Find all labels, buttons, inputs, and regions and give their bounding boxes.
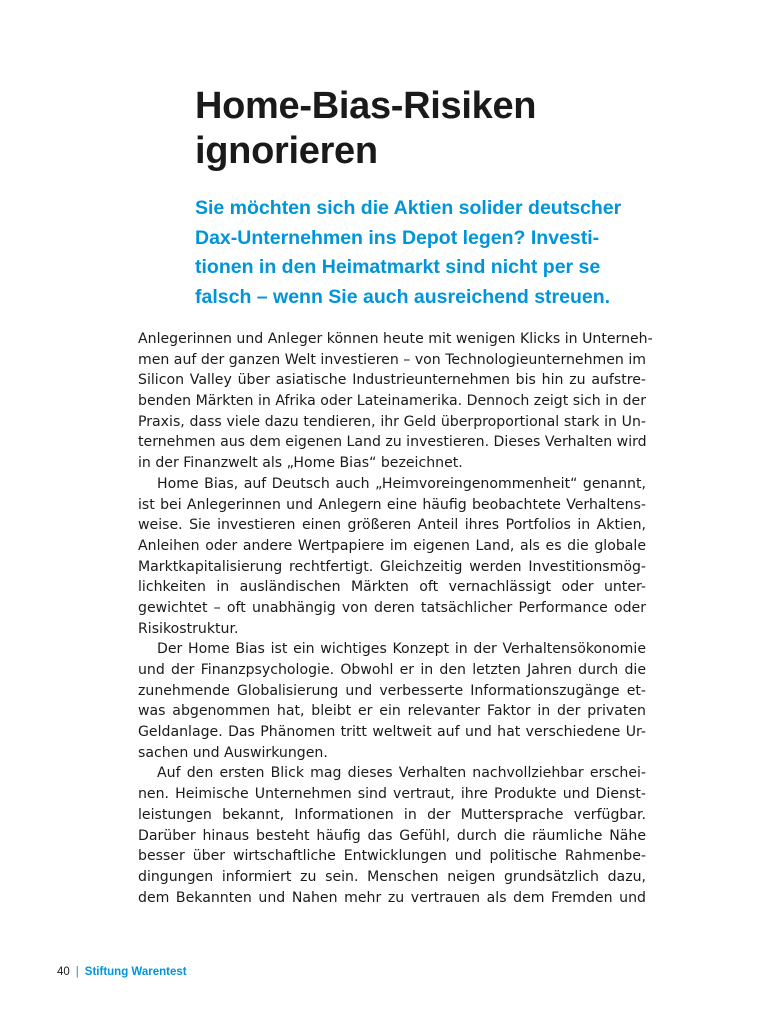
body-line: Geldanlage. Das Phänomen tritt weltweit auf und hat verschiedene Ur- [138,724,646,741]
body-line: sachen und Auswirkungen. [138,744,328,761]
body-line: Risikostruktur. [138,620,239,637]
publisher-name: Stiftung Warentest [84,966,187,978]
body-line: Darüber hinaus besteht häufig das Gefühl, durch die räumliche Nähe [138,827,646,844]
body-line: dingungen informiert zu sein. Menschen neigen grundsätzlich dazu, [138,868,646,885]
lead-line: falsch – wenn Sie auch ausreichend streuen. [195,285,611,308]
lead-line: Sie möchten sich die Aktien solider deutscher [195,197,622,219]
body-line: Home Bias, auf Deutsch auch „Heimvoreingenommenheit“ genannt, [157,475,646,492]
body-text [138,329,653,908]
body-line: lichkeiten in ausländischen Märkten oft vernachlässigt oder unter- [138,579,646,596]
lead-line: tionen in den Heimatmarkt sind nicht per se [195,256,601,278]
body-line: ternehmen aus dem eigenen Land zu investieren. Dieses Verhalten wird [138,434,647,451]
body-line: was abgenommen hat, bleibt er ein relevanter Faktor in der privaten [138,703,646,720]
body-line: Praxis, dass viele dazu tendieren, ihr Geld überproportional stark in Un- [138,413,646,430]
body-line: Der Home Bias ist ein wichtiges Konzept in der Verhaltensökonomie [157,641,646,658]
body-line: in der Finanzwelt als „Home Bias“ bezeichnet. [138,455,463,472]
body-line: Auf den ersten Blick mag dieses Verhalten nachvollziehbar erschei- [157,765,646,782]
footer-separator: | [75,966,79,978]
body-line: leistungen bekannt, Informationen in der Muttersprache verfügbar. [138,806,646,823]
page-number: 40 [57,966,70,978]
page-footer [57,964,187,980]
body-line: und der Finanzpsychologie. Obwohl er in den letzten Jahren durch die [138,662,646,678]
lead-line: Dax-Unternehmen ins Depot legen? Investi- [195,226,600,249]
body-line: dem Bekannten und Nahen mehr zu vertrauen als dem Fremden und [138,889,646,906]
body-line: Anlegerinnen und Anleger können heute mit wenigen Klicks in Unterneh- [138,331,653,347]
body-line: besser über wirtschaftliche Entwicklungen und politische Rahmenbe- [138,848,646,865]
body-line: weise. Sie investieren einen größeren Anteil ihres Portfolios in Aktien, [138,517,646,534]
body-line: zunehmende Globalisierung und verbesserte Informationszugänge et- [138,682,646,699]
body-line: nen. Heimische Unternehmen sind vertraut, ihre Produkte und Dienst- [138,786,646,803]
body-line: Silicon Valley über asiatische Industrieunternehmen bis hin zu aufstre- [138,372,646,389]
lead-paragraph [195,194,665,312]
body-line: Anleihen oder andere Wertpapiere im eigenen Land, als es die globale [138,537,646,554]
body-line: ist bei Anlegerinnen und Anlegern eine häufig beobachtete Verhaltens- [138,496,646,513]
title-line: Home-Bias-Risiken [195,85,537,127]
page-title [195,84,675,174]
body-line: Marktkapitalisierung rechtfertigt. Gleichzeitig werden Investitionsmög- [138,558,646,575]
body-line: gewichtet – oft unabhängig von deren tatsächlicher Performance oder [138,599,646,616]
title-line: ignorieren [195,130,378,172]
body-line: men auf der ganzen Welt investieren – von Technologieunternehmen im [138,351,646,368]
body-line: benden Märkten in Afrika oder Lateinamerika. Dennoch zeigt sich in der [138,393,646,410]
